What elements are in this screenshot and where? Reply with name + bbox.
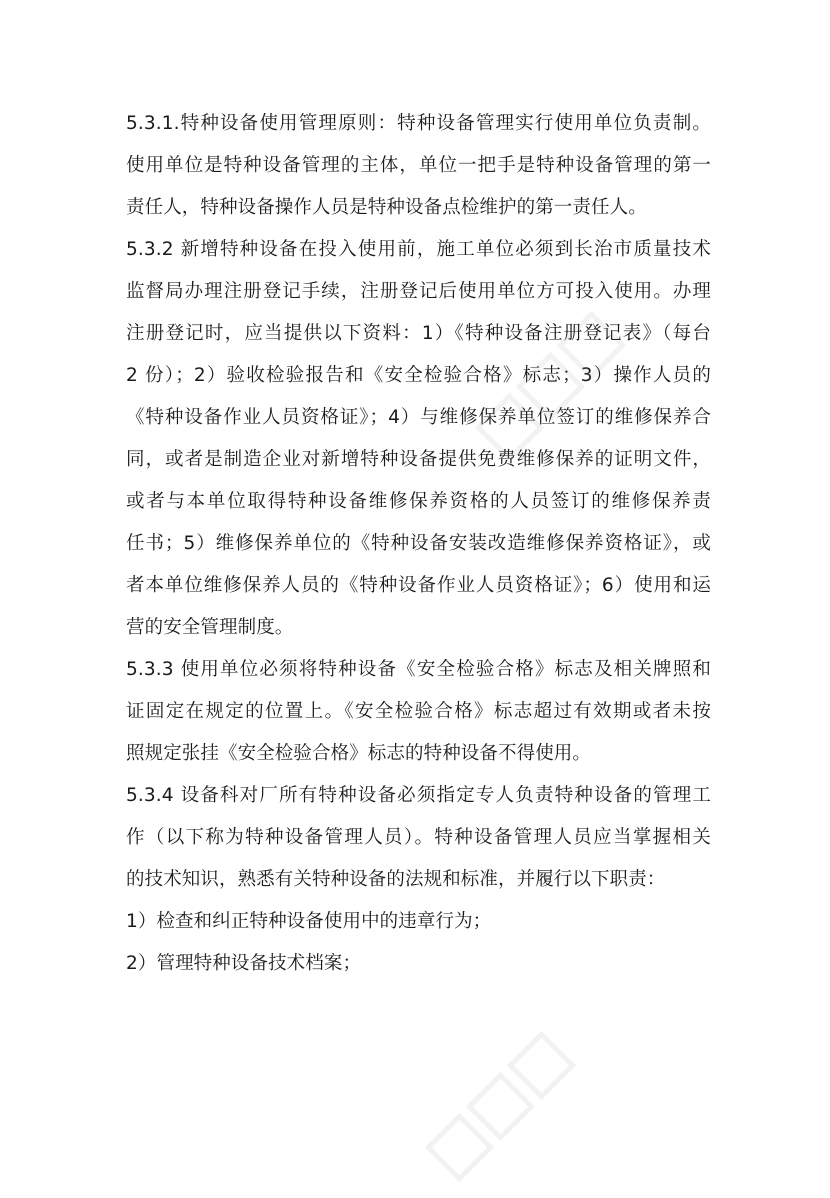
text-line: 任书；5）维修保养单位的《特种设备安装改造维修保养资格证》，或 (126, 533, 711, 554)
text-line: 2 份）；2）验收检验报告和《安全检验合格》标志；3）操作人员的 (126, 365, 711, 386)
text-line: 注册登记时，应当提供以下资料：1）《特种设备注册登记表》（每台 (126, 323, 711, 344)
text-line: 5.3.1.特种设备使用管理原则：特种设备管理实行使用单位负责制。 (126, 113, 711, 134)
list-item-1 (126, 901, 711, 943)
text-line: 照规定张挂《安全检验合格》标志的特种设备不得使用。 (126, 743, 592, 764)
paragraph-5-3-2 (126, 229, 711, 649)
paragraph-5-3-4 (126, 775, 711, 901)
document-body (126, 103, 711, 985)
text-line: 营的安全管理制度。 (126, 617, 294, 638)
text-line: 者本单位维修保养人员的《特种设备作业人员资格证》；6）使用和运 (126, 575, 711, 596)
text-line: 使用单位是特种设备管理的主体，单位一把手是特种设备管理的第一 (126, 155, 711, 176)
text-line: 监督局办理注册登记手续，注册登记后使用单位方可投入使用。办理 (126, 281, 711, 302)
text-line: 或者与本单位取得特种设备维修保养资格的人员签订的维修保养责 (126, 491, 711, 512)
paragraph-5-3-1 (126, 103, 711, 229)
text-line: 2）管理特种设备技术档案； (126, 953, 362, 974)
text-line: 5.3.4 设备科对厂所有特种设备必须指定专人负责特种设备的管理工 (126, 785, 711, 806)
text-line: 5.3.2 新增特种设备在投入使用前，施工单位必须到长治市质量技术 (126, 239, 711, 260)
text-line: 5.3.3 使用单位必须将特种设备《安全检验合格》标志及相关牌照和 (126, 659, 711, 680)
text-line: 的技术知识，熟悉有关特种设备的法规和标准，并履行以下职责： (126, 869, 666, 890)
watermark-graphic (420, 1017, 600, 1197)
text-line: 《特种设备作业人员资格证》；4）与维修保养单位签订的维修保养合 (126, 407, 711, 428)
list-item-2 (126, 943, 711, 985)
text-line: 1）检查和纠正特种设备使用中的违章行为； (126, 911, 492, 932)
text-line: 证固定在规定的位置上。《安全检验合格》标志超过有效期或者未按 (126, 701, 711, 722)
text-line: 同，或者是制造企业对新增特种设备提供免费维修保养的证明文件， (126, 449, 711, 470)
text-line: 作（以下称为特种设备管理人员）。特种设备管理人员应当掌握相关 (126, 827, 711, 848)
text-line: 责任人，特种设备操作人员是特种设备点检维护的第一责任人。 (126, 197, 647, 218)
paragraph-5-3-3 (126, 649, 711, 775)
